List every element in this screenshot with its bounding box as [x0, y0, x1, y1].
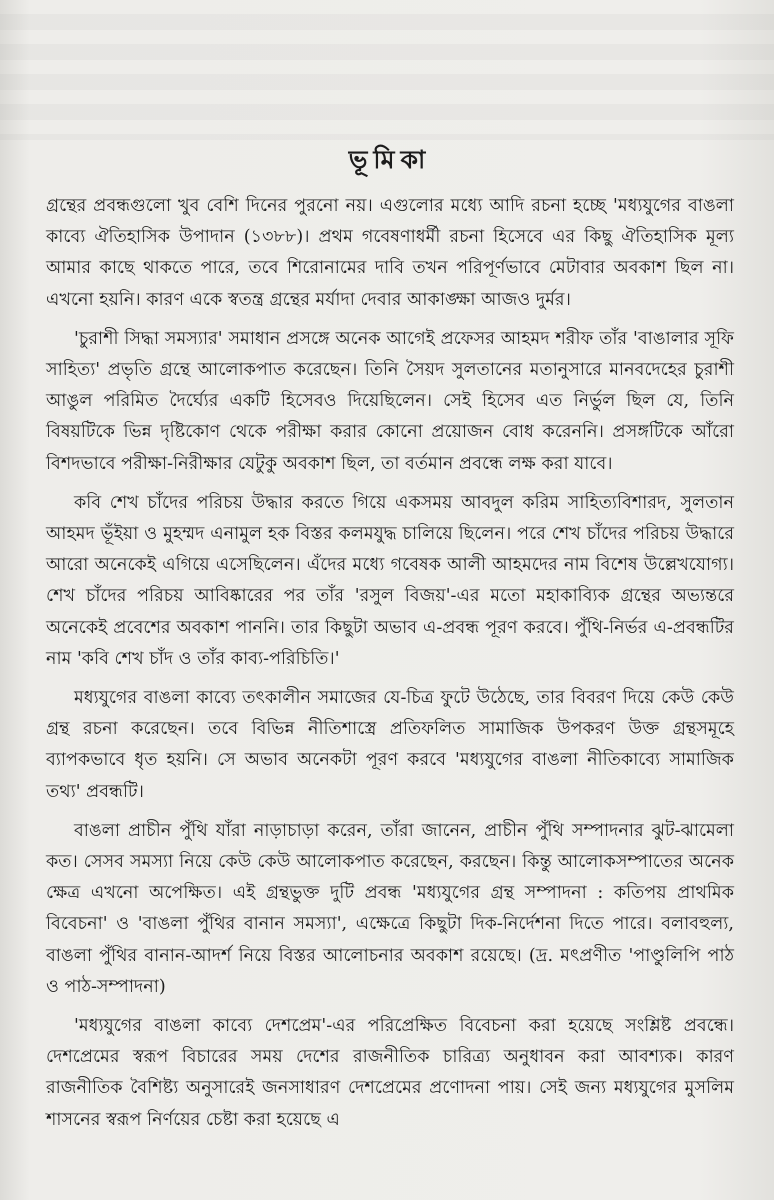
- paragraph-2: 'চুরাশী সিদ্ধা সমস্যার' সমাধান প্রসঙ্গে অনেক আগেই প্রফেসর আহমদ শরীফ তাঁর 'বাঙালার সূফি সাহিত্য' প্রভৃতি গ্রন্থে আলোকপাত করেছেন। তিনি সৈয়দ সুলতানের মতানুসারে মানবদেহের চুরাশী আঙুল পরিমিত দৈর্ঘ্যের একটি হিসেবও দিয়েছিলেন। সেই হিসেব এত নির্ভুল ছিল যে, তিনি বিষয়টিকে ভিন্ন দৃষ্টিকোণ থেকে পরীক্ষা করার কোনো প্রয়োজন বোধ করেননি। প্রসঙ্গটিকে আঁরো বিশদভাবে পরীক্ষা-নিরীক্ষার যেটুকু অবকাশ ছিল, তা বর্তমান প্রবন্ধে লক্ষ করা যাবে।: [46, 328, 734, 474]
- paragraph-4: মধ্যযুগের বাঙলা কাব্যে তৎকালীন সমাজের যে-চিত্র ফুটে উঠেছে, তার বিবরণ দিয়ে কেউ কেউ গ্রন্থ রচনা করেছেন। তবে বিভিন্ন নীতিশাস্ত্রে প্রতিফলিত সামাজিক উপকরণ উক্ত গ্রন্থসমূহে ব্যাপকভাবে ধৃত হয়নি। সে অভাব অনেকটা পূরণ করবে 'মধ্যযুগের বাঙলা নীতিকাব্যে সামাজিক তথ্য' প্রবন্ধটি।: [46, 688, 734, 802]
- preface-body: [46, 191, 734, 1136]
- paragraph-1: গ্রন্থের প্রবন্ধগুলো খুব বেশি দিনের পুরনো নয়। এগুলোর মধ্যে আদি রচনা হচ্ছে 'মধ্যযুগের বাঙলা কাব্যে ঐতিহাসিক উপাদান (১৩৮৮)। প্রথম গবেষণাধর্মী রচনা হিসেবে এর কিছু ঐতিহাসিক মূল্য আমার কাছে থাকতে পারে, তবে শিরোনামের দাবি তখন পরিপূর্ণভাবে মেটাবার অবকাশ ছিল না। এখনো হয়নি। কারণ একে স্বতন্ত্র গ্রন্থের মর্যাদা দেবার আকাঙ্ক্ষা আজও দুর্মর।: [46, 196, 734, 310]
- paragraph-3: কবি শেখ চাঁদের পরিচয় উদ্ধার করতে গিয়ে একসময় আবদুল করিম সাহিত্যবিশারদ, সুলতান আহমদ ভূঁইয়া ও মুহম্মদ এনামুল হক বিস্তর কলমযুদ্ধ চালিয়ে ছিলেন। পরে শেখ চাঁদের পরিচয় উদ্ধারে আরো অনেকেই এগিয়ে এসেছিলেন। এঁদের মধ্যে গবেষক আলী আহমদের নাম বিশেষ উল্লেখযোগ্য। শেখ চাঁদের পরিচয় আবিষ্কারের পর তাঁর 'রসুল বিজয়'-এর মতো মহাকাব্যিক গ্রন্থের অভ্যন্তরে অনেকেই প্রবেশের অবকাশ পাননি। তার কিছুটা অভাব এ-প্রবন্ধ পূরণ করবে। পুঁথি-নির্ভর এ-প্রবন্ধটির নাম 'কবি শেখ চাঁদ ও তাঁর কাব্য-পরিচিতি।': [46, 492, 734, 669]
- paragraph-6: 'মধ্যযুগের বাঙলা কাব্যে দেশপ্রেম'-এর পরিপ্রেক্ষিত বিবেচনা করা হয়েছে সংশ্লিষ্ট প্রবন্ধে। দেশপ্রেমের স্বরূপ বিচারের সময় দেশের রাজনীতিক চারিত্র্য অনুধাবন করা আবশ্যক। কারণ রাজনীতিক বৈশিষ্ট্য অনুসারেই জনসাধারণ দেশপ্রেমের প্রণোদনা পায়। সেই জন্য মধ্যযুগের মুসলিম শাসনের স্বরূপ নির্ণয়ের চেষ্টা করা হয়েছে এ: [46, 1016, 734, 1130]
- page-title: ভূমিকা: [348, 145, 432, 174]
- bleed-through-area: [0, 0, 774, 140]
- paragraph-5: বাঙলা প্রাচীন পুঁথি যাঁরা নাড়াচাড়া করেন, তাঁরা জানেন, প্রাচীন পুঁথি সম্পাদনার ঝুট-ঝামেলা কত। সেসব সমস্যা নিয়ে কেউ কেউ আলোকপাত করেছেন, করছেন। কিন্তু আলোকসম্পাতের অনেক ক্ষেত্র এখনো অপেক্ষিত। এই গ্রন্থভুক্ত দুটি প্রবন্ধ 'মধ্যযুগের গ্রন্থ সম্পাদনা : কতিপয় প্রাথমিক বিবেচনা' ও 'বাঙলা পুঁথির বানান সমস্যা', এক্ষেত্রে কিছুটা দিক-নির্দেশনা দিতে পারে। বলাবহুল্য, বাঙলা পুঁথির বানান-আদর্শ নিয়ে বিস্তর আলোচনার অবকাশ রয়েছে। (দ্র. মৎপ্রণীত 'পাণ্ডুলিপি পাঠ ও পাঠ-সম্পাদনা): [46, 820, 734, 997]
